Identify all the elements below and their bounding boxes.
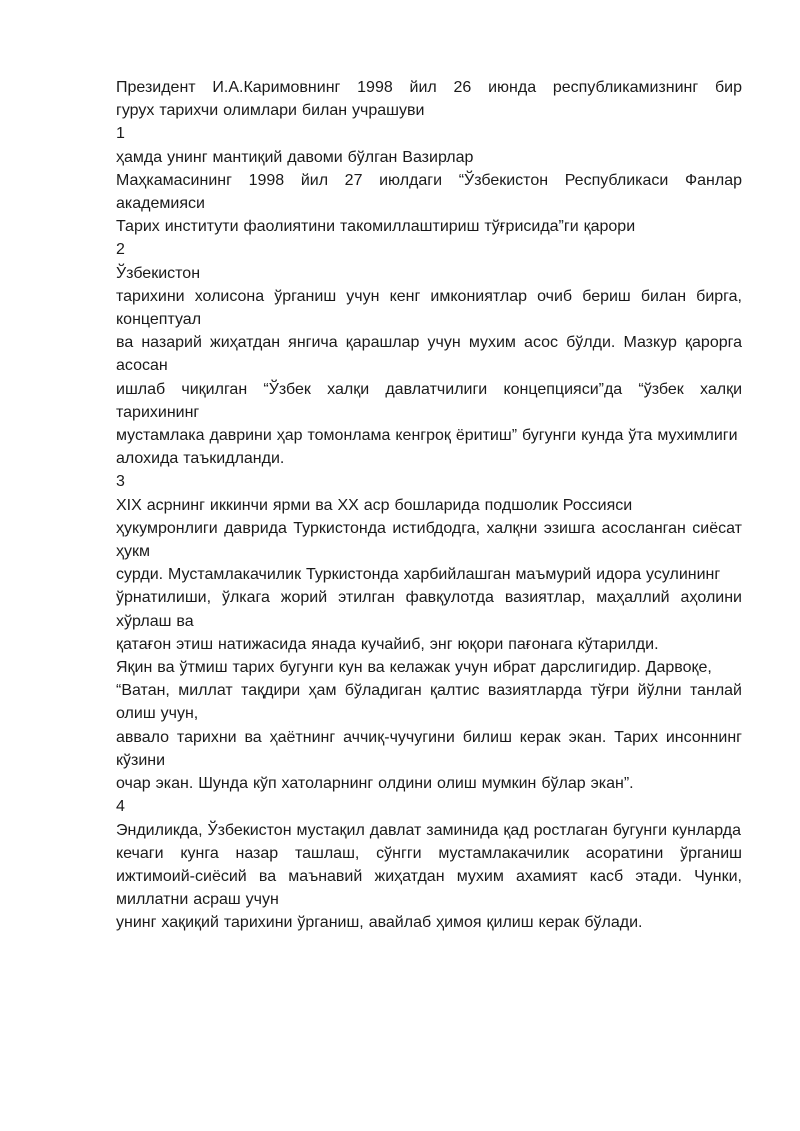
text-line: Эндиликда, Ўзбекистон мустақил давлат заминида қад ростлаган бугунги кунларда (116, 821, 741, 839)
text-line: ҳамда унинг мантиқий давоми бўлган Вазирлар (116, 148, 474, 166)
text-line: унинг хақиқий тарихини ўрганиш, авайлаб ҳимоя қилиш керак бўлади. (116, 914, 643, 932)
text-line: аввало тарихни ва ҳаётнинг аччиқ-чучугини билиш керак экан. Тарих инсоннинг кўзини (116, 728, 742, 769)
text-line: очар экан. Шунда кўп хатоларнинг олдини олиш мумкин бўлар экан”. (116, 775, 634, 793)
text-line: Маҳкамасининг 1998 йил 27 июлдаги “Ўзбекистон Республикаси Фанлар академияси (116, 171, 742, 213)
text-line: мустамлака даврини ҳар томонлама кенгроқ ёритиш” бугунги кунда ўта мухимлиги (116, 427, 738, 445)
text-line: сурди. Мустамлакачилик Туркистонда харбийлашган маъмурий идора усулининг (116, 566, 721, 584)
text-line: ишлаб чиқилган “Ўзбек халқи давлатчилиги концепцияси”да “ўзбек халқи тарихининг (116, 380, 742, 421)
text-line: гурух тарихчи олимлари билан учрашуви (116, 102, 425, 120)
text-line: ҳукумронлиги даврида Туркистонда истибдодга, халқни эзишга асосланган сиёсат ҳукм (116, 519, 742, 561)
footnote-marker: 1 (116, 125, 125, 143)
text-line: XIX асрнинг иккинчи ярми ва XX аср бошларида подшолик Россияси (116, 496, 633, 514)
footnote-marker: 3 (116, 473, 125, 491)
text-line: Яқин ва ўтмиш тарих бугунги кун ва келажак учун ибрат дарслигидир. Дарвоқе, (116, 659, 712, 677)
footnote-marker: 4 (116, 798, 125, 816)
text-line: кечаги кунга назар ташлаш, сўнгги мустамлакачилик асоратини ўрганиш ижтимоий-сиёсий ва маънавий жиҳатдан мухим ахамият касб этади. Чунки, миллатни асраш учун (116, 844, 742, 909)
text-line: тарихини холисона ўрганиш учун кенг имкониятлар очиб бериш билан бирга, концептуал (116, 287, 742, 329)
text-line: ва назарий жиҳатдан янгича қарашлар учун мухим асос бўлди. Мазкур қарорга асосан (116, 334, 742, 375)
text-line: қатағон этиш натижасида янада кучайиб, энг юқори пағонага кўтарилди. (116, 635, 659, 653)
text-line: Ўзбекистон (116, 264, 201, 282)
text-line: алохида таъкидланди. (116, 450, 285, 468)
document-body (116, 76, 742, 935)
text-line: Президент И.А.Каримовнинг 1998 йил 26 июнда республикамизнинг бир (116, 79, 742, 96)
footnote-marker: 2 (116, 241, 125, 259)
text-line: “Ватан, миллат тақдири ҳам бўладиган қалтис вазиятларда тўғри йўлни танлай олиш учун, (116, 682, 742, 723)
text-line: ўрнатилиши, ўлкага жорий этилган фавқулотда вазиятлар, маҳаллий аҳолини хўрлаш ва (116, 589, 742, 630)
text-line: Тарих институти фаолиятини такомиллаштириш тўғрисида”ги қарори (116, 218, 636, 236)
